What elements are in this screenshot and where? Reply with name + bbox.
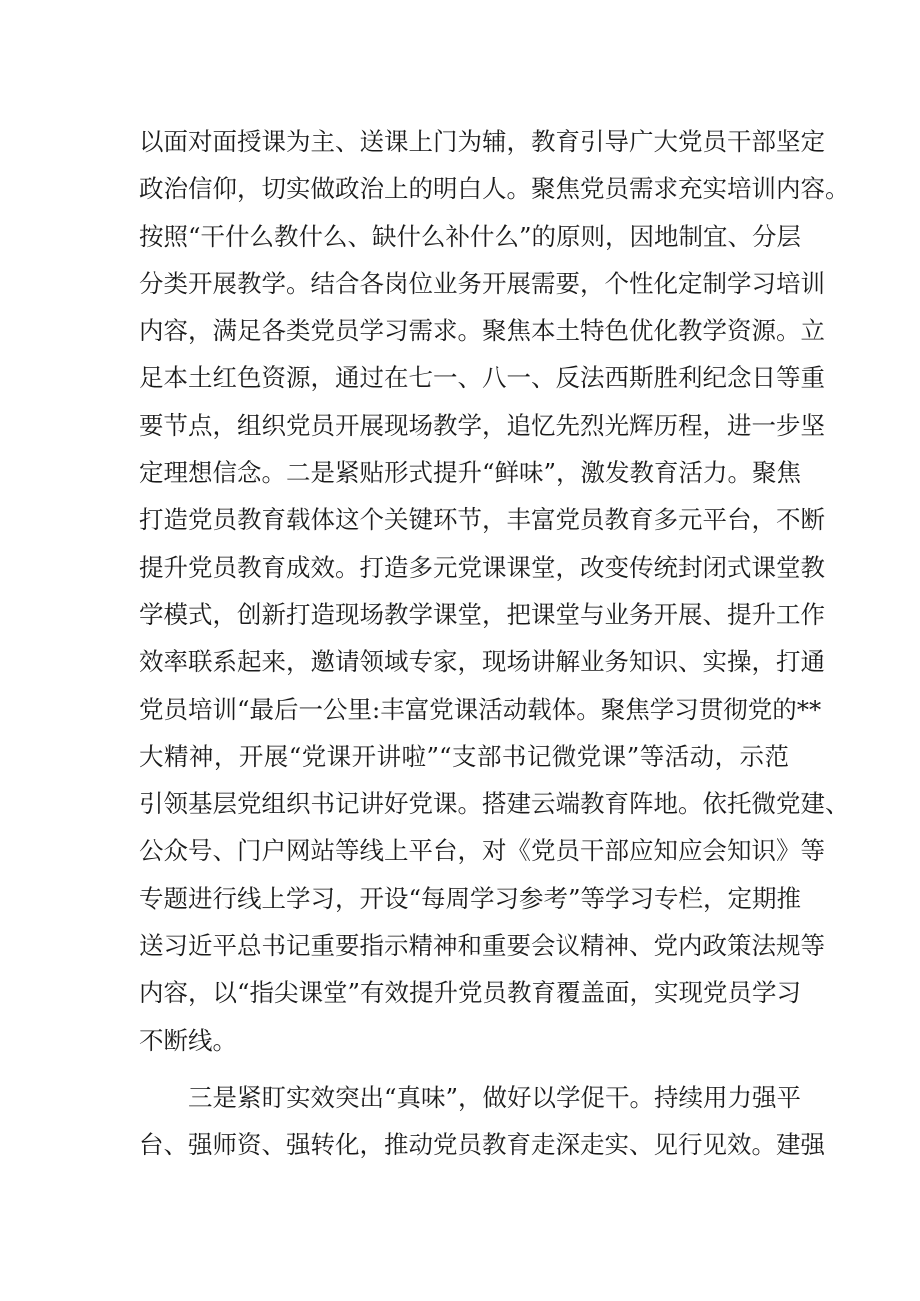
text-line: 不断线。 bbox=[139, 1025, 237, 1055]
text-line: 分类开展教学。结合各岗位业务开展需要，个性化定制学习培训 bbox=[139, 268, 825, 298]
paragraph-2 bbox=[139, 1074, 825, 1169]
text-line: 三是紧盯实效突出“真味”，做好以学促干。持续用力强平 bbox=[188, 1082, 802, 1112]
text-line: 要节点，组织党员开展现场教学，追忆先烈光辉历程，进一步坚 bbox=[139, 410, 825, 440]
paragraph-gap bbox=[139, 1064, 789, 1074]
text-line: 足本土红色资源，通过在七一、八一、反法西斯胜利纪念日等重 bbox=[139, 363, 825, 393]
text-line: 以面对面授课为主、送课上门为辅，教育引导广大党员干部坚定 bbox=[139, 127, 825, 156]
text-line: 定理想信念。二是紧贴形式提升“鲜味”，激发教育活力。聚焦 bbox=[139, 458, 802, 488]
text-line: 政治信仰，切实做政治上的明白人。聚焦党员需求充实培训内容。 bbox=[139, 174, 850, 204]
paragraph-1 bbox=[139, 118, 850, 1064]
text-line: 大精神，开展“党课开讲啦”“支部书记微党课”等活动，示范 bbox=[139, 741, 789, 771]
text-line: 学模式，创新打造现场教学课堂，把课堂与业务开展、提升工作 bbox=[139, 599, 825, 629]
text-line: 按照“干什么教什么、缺什么补什么”的原则，因地制宜、分层 bbox=[139, 221, 802, 251]
text-line: 送习近平总书记重要指示精神和重要会议精神、党内政策法规等 bbox=[139, 931, 825, 961]
text-line: 台、强师资、强转化，推动党员教育走深走实、见行见效。建强 bbox=[139, 1130, 825, 1160]
text-line: 效率联系起来，邀请领域专家，现场讲解业务知识、实操，打通 bbox=[139, 647, 825, 677]
text-line: 公众号、门户网站等线上平台，对《党员干部应知应会知识》等 bbox=[139, 836, 825, 866]
text-line: 内容，以“指尖课堂”有效提升党员教育覆盖面，实现党员学习 bbox=[139, 978, 802, 1008]
body-text bbox=[139, 118, 850, 1169]
text-line: 内容，满足各类党员学习需求。聚焦本土特色优化教学资源。立 bbox=[139, 316, 825, 346]
text-line: 引领基层党组织书记讲好党课。搭建云端教育阵地。依托微党建、 bbox=[139, 789, 850, 819]
text-line: 打造党员教育载体这个关键环节，丰富党员教育多元平台，不断 bbox=[139, 505, 825, 535]
text-line: 提升党员教育成效。打造多元党课课堂，改变传统封闭式课堂教 bbox=[139, 552, 825, 582]
text-line: 党员培训“最后一公里:丰富党课活动载体。聚焦学习贯彻党的** bbox=[139, 694, 822, 724]
text-line: 专题进行线上学习，开设“每周学习参考”等学习专栏，定期推 bbox=[139, 883, 802, 913]
